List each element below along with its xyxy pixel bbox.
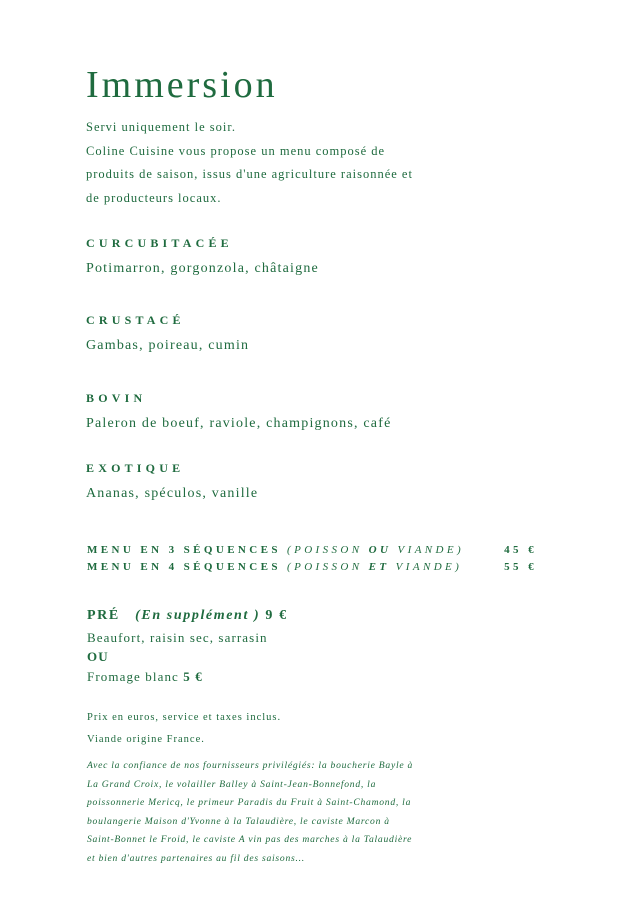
- course-name: CURCUBITACÉE: [86, 236, 233, 250]
- cheese-course-label: PRÉ: [87, 608, 120, 623]
- course-name: EXOTIQUE: [86, 461, 185, 475]
- suppliers-line: La Grand Croix, le volailler Balley à Saint-Jean-Bonnefond, la: [87, 778, 377, 790]
- cheese-or: OU: [87, 649, 109, 664]
- intro-line: produits de saison, issus d'une agriculture raisonnée et: [86, 167, 413, 181]
- menu-option-text: [87, 562, 462, 573]
- menu-option-price: 45 €: [504, 544, 537, 556]
- cheese-option: [87, 670, 203, 683]
- price-note: Prix en euros, service et taxes inclus.: [87, 712, 282, 723]
- supplement-price: 9 €: [265, 608, 288, 623]
- cheese-course-heading: [87, 608, 288, 624]
- course-description: Paleron de boeuf, raviole, champignons, café: [86, 416, 392, 431]
- suppliers-line: Saint-Bonnet le Froid, le caviste A vin pas des marches à la Talaudière: [87, 834, 413, 846]
- menu-option-note: VIANDE): [391, 544, 465, 556]
- intro-line: Coline Cuisine vous propose un menu composé de: [86, 143, 386, 158]
- menu-title: Immersion: [86, 64, 278, 106]
- menu-option-price: 55 €: [504, 561, 537, 573]
- course-description: Ananas, spéculos, vanille: [86, 486, 259, 501]
- menu-option-note: (POISSON: [287, 561, 369, 573]
- supplement-label: (En supplément ): [135, 608, 261, 623]
- suppliers-line: Avec la confiance de nos fournisseurs privilégiés: la boucherie Bayle à: [87, 760, 414, 771]
- course-name: CRUSTACÉ: [86, 313, 185, 327]
- suppliers-note: [87, 757, 507, 869]
- menu-option: [87, 562, 537, 573]
- intro-line: de producteurs locaux.: [86, 190, 222, 205]
- intro-text: [86, 116, 506, 210]
- cheese-option-price: 5 €: [183, 669, 203, 684]
- menu-option-note: VIANDE): [389, 561, 463, 573]
- cheese-option-name: Fromage blanc: [87, 669, 184, 684]
- menu-option-label: MENU EN 4 SÉQUENCES: [87, 561, 281, 573]
- suppliers-line: et bien d'autres partenaires au fil des saisons...: [87, 852, 305, 864]
- menu-option: [87, 545, 537, 556]
- menu-option-label: MENU EN 3 SÉQUENCES: [87, 544, 281, 556]
- menu-option-note: (POISSON: [287, 544, 369, 556]
- cheese-option: Beaufort, raisin sec, sarrasin: [87, 630, 268, 645]
- course-description: Potimarron, gorgonzola, châtaigne: [86, 261, 319, 276]
- course-description: Gambas, poireau, cumin: [86, 338, 250, 353]
- menu-option-note-keyword: ET: [368, 561, 390, 573]
- suppliers-line: boulangerie Maison d'Yvonne à la Talaudière, le caviste Marcon à: [87, 815, 390, 827]
- menu-option-text: [87, 545, 464, 556]
- meat-origin-note: Viande origine France.: [87, 734, 205, 745]
- intro-line: Servi uniquement le soir.: [86, 120, 236, 134]
- suppliers-line: poissonnerie Mericq, le primeur Paradis du Fruit à Saint-Chamond, la: [87, 797, 412, 809]
- course-name: BOVIN: [86, 391, 147, 405]
- menu-option-note-keyword: OU: [368, 544, 392, 556]
